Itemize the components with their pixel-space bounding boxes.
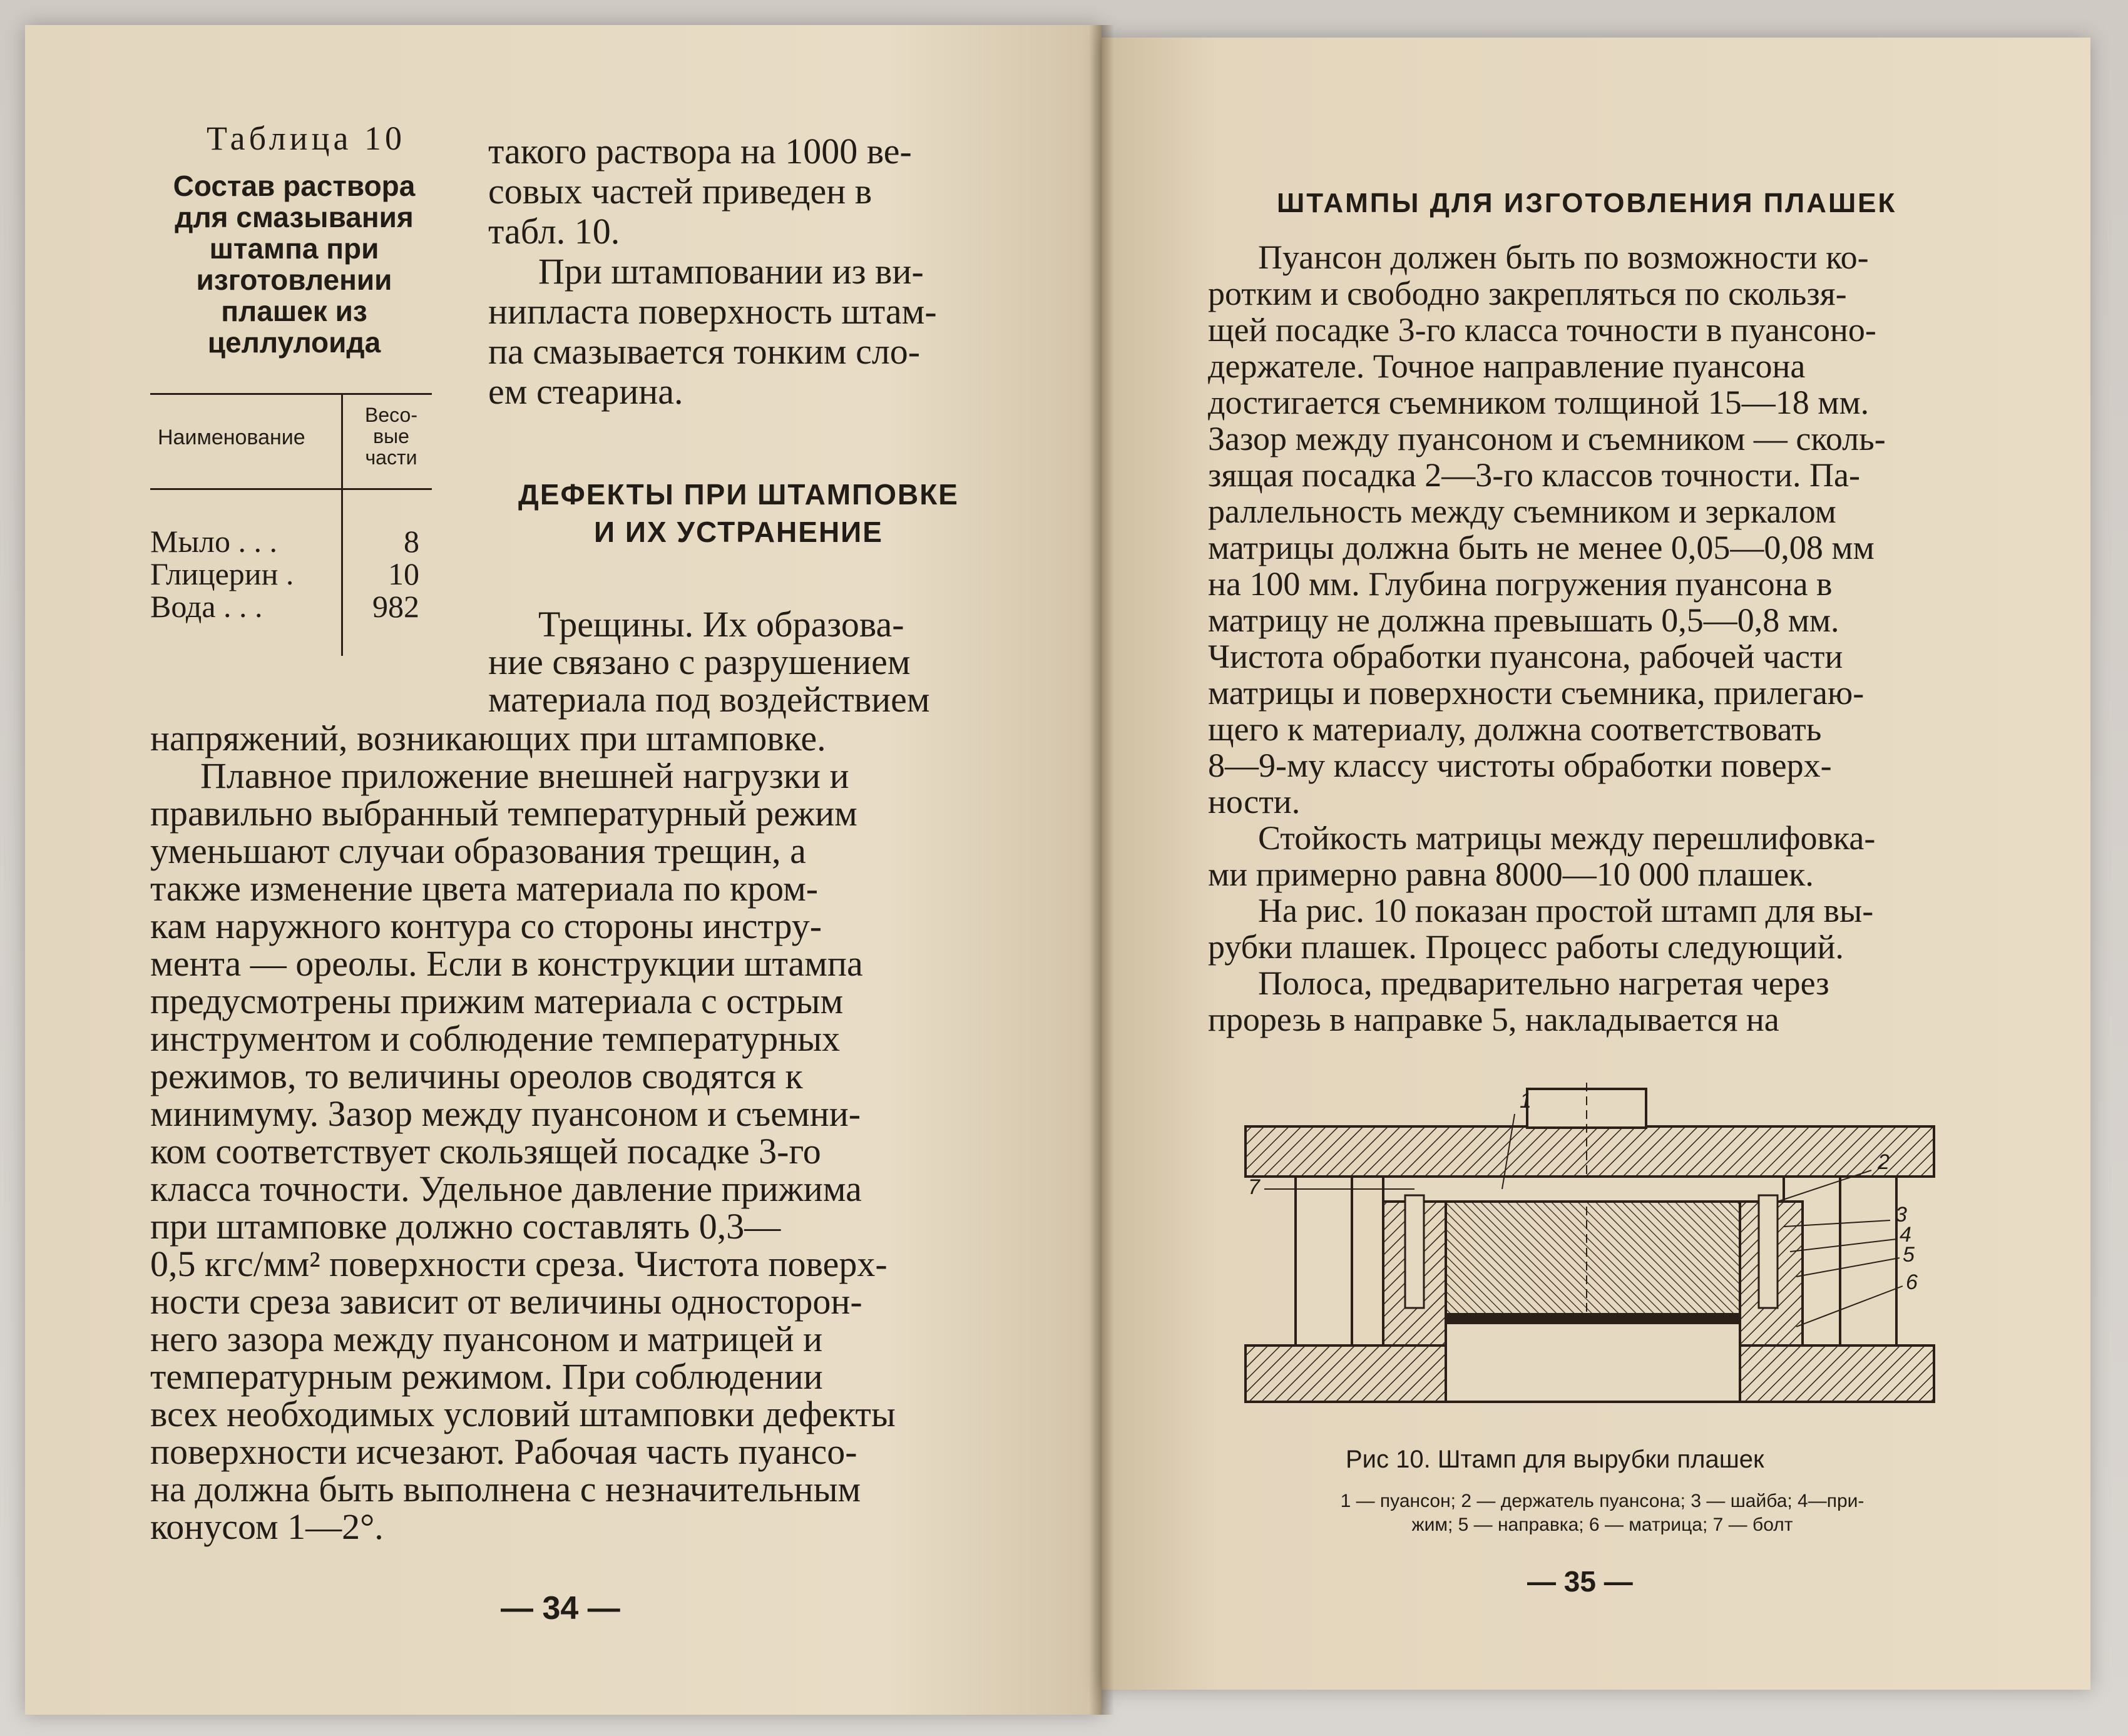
figure-caption: Рис 10. Штамп для вырубки плашек <box>1346 1446 1764 1473</box>
figure-label: 7 <box>1248 1175 1260 1199</box>
table-title: Состав раствора для смазывания штампа при изготовлении плашек из целлулоида <box>173 170 416 359</box>
table-row-value: 982 <box>372 589 419 624</box>
table-row-value: 10 <box>388 556 419 591</box>
cracks-paragraph: Трещины. Их образова- ние связано с разрушением материала под воздействием <box>488 604 930 720</box>
figure-legend: 1 — пуансон; 2 — держатель пуансона; 3 — шайба; 4—при- жим; 5 — направка; 6 — матрица; 7 — болт <box>1340 1491 1865 1535</box>
intro-paragraph: такого раствора на 1000 ве- совых частей приведен в табл. 10. При штамповании из ви- нипласта поверхность штам- па смазывается тонким сло- ем стеарина. <box>488 131 937 412</box>
stamps-body-text: Пуансон должен быть по возможности ко- ротким и свободно закрепляться по скользя- щей посадке 3-го класса точности в пуансоно- держателе. Точное направление пуансона достигается съемником толщиной 15—18 мм. Зазор между пуансоном и съемником — сколь- зящая посадка 2—3-го классов точности. Па- раллельность между съемником и зеркалом матрицы должна быть не менее 0,05—0,08 мм на 100 мм. Глубина погружения пуансона в матрицу не должна превышать 0,5—0,8 мм. Чистота обработки пуансона, рабочей части матрицы и поверхности съемника, прилегаю- щего к материалу, должна соответствовать 8—9-му классу чистоты обработки поверх- ности. Стойкость матрицы между перешлифовка- ми примерно равна 8000—10 000 плашек. На рис. 10 показан простой штамп для вы- рубки плашек. Процесс работы следующий. Полоса, предварительно нагретая через прорезь в направке 5, накладывается на <box>1208 238 1886 1038</box>
page-number-left: — 34 — <box>501 1590 620 1626</box>
table-rule-top <box>150 393 432 395</box>
figure-label: 3 <box>1895 1203 1907 1227</box>
table-row-name: Вода . . . <box>150 589 263 624</box>
section-heading: ДЕФЕКТЫ ПРИ ШТАМПОВКЕ И ИХ УСТРАНЕНИЕ <box>518 478 959 548</box>
stamp-figure <box>1239 1076 1953 1427</box>
table-row-name: Мыло . . . <box>150 524 278 559</box>
figure-label: 2 <box>1878 1150 1890 1174</box>
figure-label: 6 <box>1906 1270 1918 1294</box>
table-rule-vertical <box>341 393 343 656</box>
table-caption: Таблица 10 <box>207 120 406 157</box>
table-header-parts: Весо- вые части <box>365 404 417 469</box>
table-row-value: 8 <box>404 524 419 559</box>
figure-label: 5 <box>1903 1243 1915 1267</box>
table-row-name: Глицерин . <box>150 556 294 591</box>
table-header-name: Наименование <box>158 426 305 449</box>
figure-label: 4 <box>1900 1223 1911 1247</box>
right-page-heading: ШТАМПЫ ДЛЯ ИЗГОТОВЛЕНИЯ ПЛАШЕК <box>1277 188 1897 218</box>
defects-body-text: напряжений, возникающих при штамповке. Плавное приложение внешней нагрузки и правильно выбранный температурный режим уменьшают случаи образования трещин, а также изменение цвета материала по кром- кам наружного контура со стороны инстру- мента — ореолы. Если в конструкции штампа предусмотрены прижим материала с острым инструментом и соблюдение температурных режимов, то величины ореолов сводятся к минимуму. Зазор между пуансоном и съемни- ком соответствует скользящей посадке 3-го класса точности. Удельное давление прижима при штамповке должно составлять 0,3— 0,5 кгс/мм² поверхности среза. Чистота поверх- ности среза зависит от величины односторон- него зазора между пуансоном и матрицей и температурным режимом. При соблюдении всех необходимых условий штамповки дефекты поверхности исчезают. Рабочая часть пуансо- на должна быть выполнена с незначительным конусом 1—2°. <box>150 718 896 1547</box>
book-gutter <box>1089 25 1114 1715</box>
table-rule-header <box>150 488 432 490</box>
page-number-right: — 35 — <box>1527 1565 1633 1598</box>
figure-label: 1 <box>1520 1089 1532 1113</box>
